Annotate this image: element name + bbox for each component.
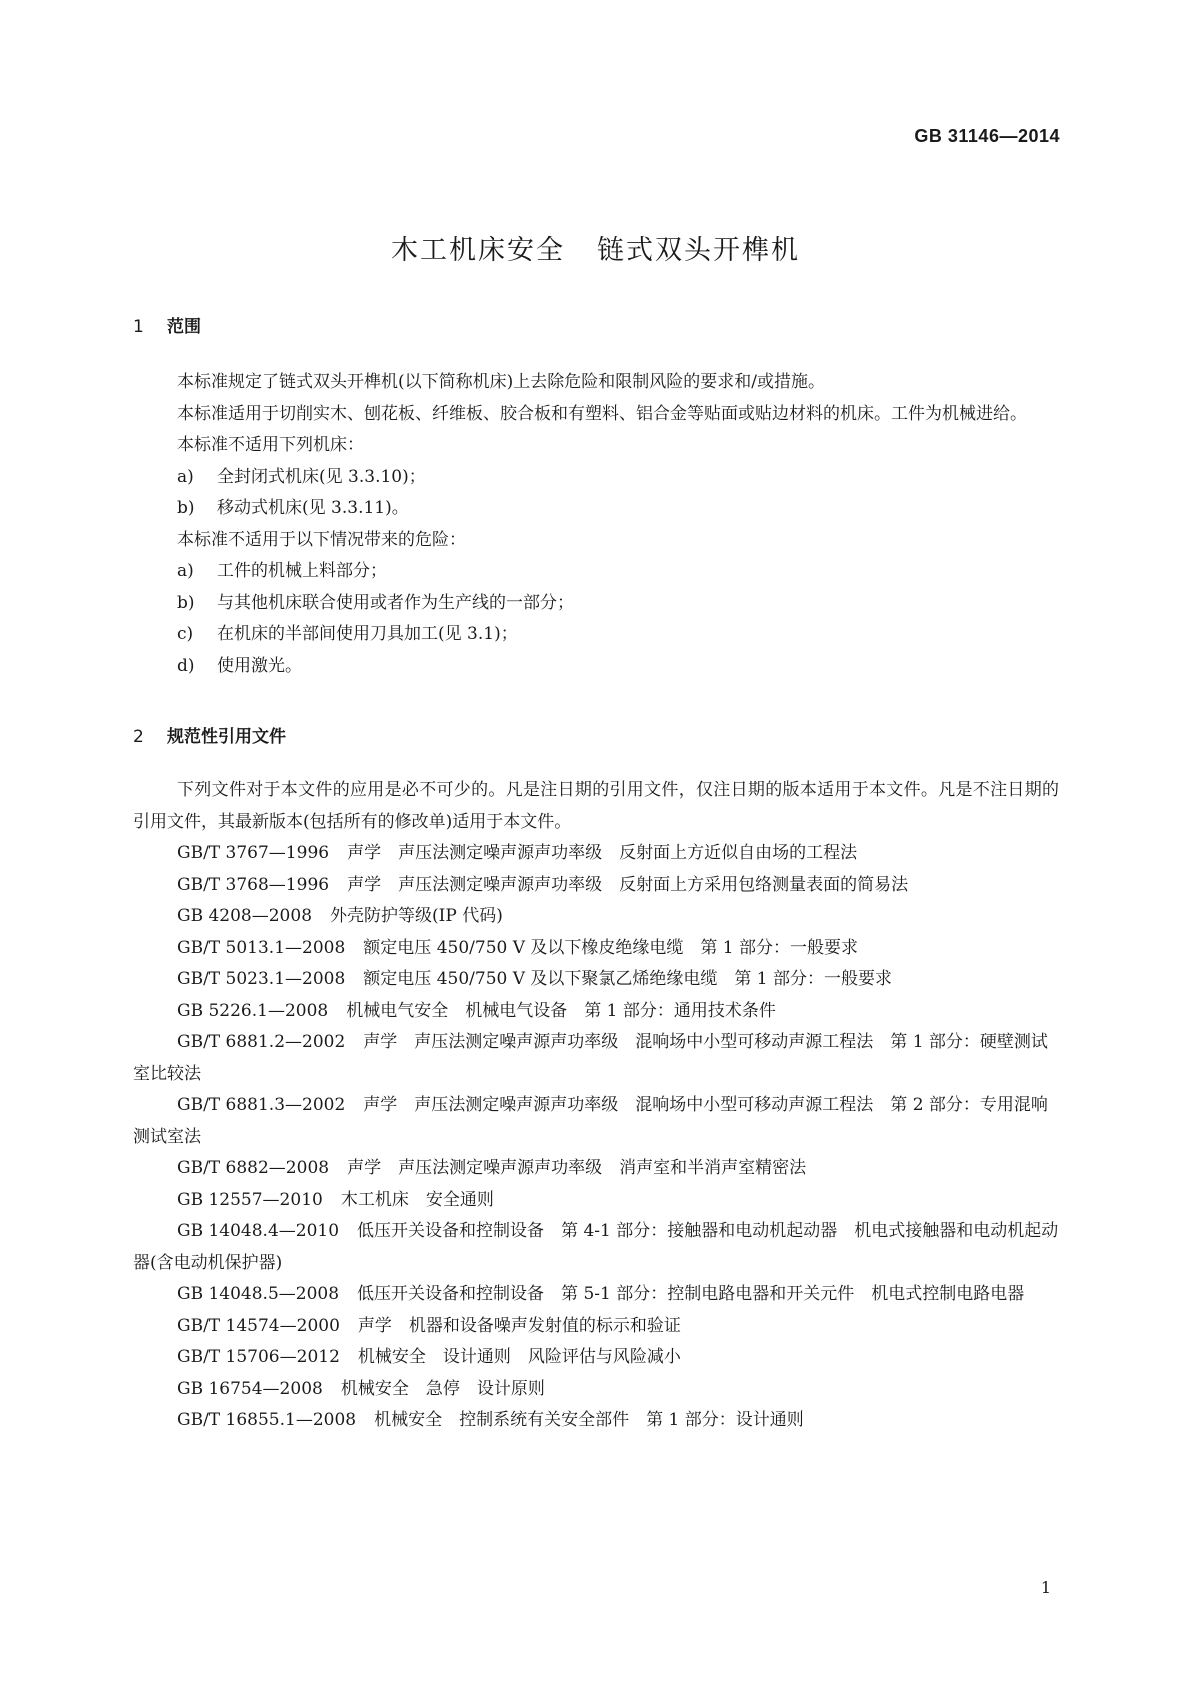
list-item: [133, 556, 1059, 588]
reference-title: 机械安全 设计通则 风险评估与风险减小: [357, 1347, 681, 1367]
reference-code: GB 14048.4—2010: [177, 1221, 340, 1241]
section-title: 范围: [167, 317, 201, 337]
reference-item: [133, 838, 1059, 870]
list-item: [133, 588, 1059, 620]
list-text: 工件的机械上料部分；: [217, 561, 387, 581]
reference-title: 机械电气安全 机械电气设备 第 1 部分：通用技术条件: [346, 1000, 776, 1021]
reference-code: GB/T 15706—2012: [177, 1347, 340, 1367]
reference-code: GB 4208—2008: [177, 906, 313, 926]
list-item: [133, 493, 1059, 525]
paragraph: 本标准适用于切削实木、刨花板、纤维板、胶合板和有塑料、铝合金等贴面或贴边材料的机床。工件为机械进给。: [177, 403, 1027, 424]
list-marker: b): [177, 498, 195, 518]
reference-item: [133, 901, 1059, 933]
list-marker: a): [177, 466, 194, 487]
reference-item: [133, 1279, 1059, 1311]
title-part-1: 木工机床安全: [391, 235, 565, 266]
list-item: [133, 619, 1059, 651]
section-title: 规范性引用文件: [167, 727, 286, 747]
reference-item: [133, 1342, 1059, 1374]
paragraph: 本标准规定了链式双头开榫机(以下简称机床)上去除危险和限制风险的要求和/或措施。: [177, 372, 825, 392]
reference-code: GB 12557—2010: [177, 1189, 323, 1210]
paragraph: 本标准不适用于以下情况带来的危险：: [177, 529, 466, 550]
reference-item: [133, 996, 1059, 1028]
document-title: [0, 228, 1191, 267]
reference-code: GB/T 6881.3—2002: [177, 1095, 346, 1115]
reference-title: 额定电压 450/750 V 及以下聚氯乙烯绝缘电缆 第 1 部分：一般要求: [363, 969, 893, 989]
section-2-heading: [133, 722, 286, 747]
reference-code: GB/T 14574—2000: [177, 1315, 340, 1336]
list-marker: d): [177, 655, 195, 676]
reference-title: 外壳防护等级(IP 代码): [330, 906, 503, 926]
reference-title: 声学 声压法测定噪声源声功率级 消声室和半消声室精密法: [347, 1158, 807, 1178]
section-1-heading: [133, 312, 201, 337]
standard-number: GB 31146—2014: [914, 126, 1060, 146]
reference-code: GB/T 5013.1—2008: [177, 937, 346, 958]
reference-code: GB 5226.1—2008: [177, 1000, 329, 1021]
list-text: 使用激光。: [217, 655, 302, 676]
page-number: 1: [1040, 1578, 1051, 1597]
reference-code: GB/T 6882—2008: [177, 1158, 330, 1178]
section-number: 1: [133, 317, 144, 337]
list-marker: b): [177, 592, 195, 613]
paragraph: 下列文件对于本文件的应用是必不可少的。凡是注日期的引用文件，仅注日期的版本适用于本文件。凡是不注日期的引用文件，其最新版本(包括所有的修改单)适用于本文件。: [133, 780, 1059, 832]
reference-item: [133, 933, 1059, 965]
reference-title: 额定电压 450/750 V 及以下橡皮绝缘电缆 第 1 部分：一般要求: [363, 937, 859, 958]
reference-title: 声学 声压法测定噪声源声功率级 混响场中小型可移动声源工程法 第 2 部分：专用混响测试室法: [133, 1095, 1048, 1147]
title-part-2: 链式双头开榫机: [597, 235, 800, 266]
reference-item: [133, 1027, 1059, 1090]
reference-code: GB/T 3767—1996: [177, 843, 330, 863]
list-marker: c): [177, 624, 194, 644]
reference-code: GB 16754—2008: [177, 1378, 323, 1399]
reference-title: 声学 声压法测定噪声源声功率级 混响场中小型可移动声源工程法 第 1 部分：硬壁测试室比较法: [133, 1032, 1048, 1084]
list-text: 移动式机床(见 3.3.11)。: [217, 498, 409, 518]
reference-item: [133, 1153, 1059, 1185]
section-1-body: [133, 367, 1059, 682]
reference-title: 机械安全 控制系统有关安全部件 第 1 部分：设计通则: [374, 1410, 804, 1430]
reference-item: [133, 1216, 1059, 1279]
reference-title: 机械安全 急停 设计原则: [340, 1378, 545, 1399]
reference-item: [133, 1185, 1059, 1217]
list-text: 与其他机床联合使用或者作为生产线的一部分；: [217, 592, 574, 613]
list-text: 在机床的半部间使用刀具加工(见 3.1)；: [217, 624, 518, 644]
list-item: [133, 651, 1059, 683]
reference-title: 低压开关设备和控制设备 第 4-1 部分：接触器和电动机起动器 机电式接触器和电动机起动器(含电动机保护器): [133, 1221, 1059, 1273]
reference-title: 声学 声压法测定噪声源声功率级 反射面上方近似自由场的工程法: [347, 843, 858, 863]
reference-item: [133, 1090, 1059, 1153]
list-item: [133, 462, 1059, 494]
reference-code: GB/T 6881.2—2002: [177, 1032, 346, 1052]
reference-code: GB/T 3768—1996: [177, 874, 330, 895]
section-2-body: [133, 775, 1059, 1437]
reference-item: [133, 1311, 1059, 1343]
reference-code: GB/T 16855.1—2008: [177, 1410, 357, 1430]
reference-title: 低压开关设备和控制设备 第 5-1 部分：控制电路电器和开关元件 机电式控制电路电器: [357, 1284, 1025, 1304]
reference-item: [133, 870, 1059, 902]
reference-code: GB/T 5023.1—2008: [177, 969, 346, 989]
reference-item: [133, 1374, 1059, 1406]
reference-item: [133, 964, 1059, 996]
list-marker: a): [177, 561, 194, 581]
reference-title: 声学 机器和设备噪声发射值的标示和验证: [357, 1315, 681, 1336]
paragraph: 本标准不适用下列机床：: [177, 435, 364, 455]
reference-title: 声学 声压法测定噪声源声功率级 反射面上方采用包络测量表面的简易法: [347, 874, 909, 895]
list-text: 全封闭式机床(见 3.3.10)；: [217, 466, 426, 487]
reference-title: 木工机床 安全通则: [340, 1189, 494, 1210]
reference-item: [133, 1405, 1059, 1437]
reference-code: GB 14048.5—2008: [177, 1284, 340, 1304]
section-number: 2: [133, 727, 144, 747]
